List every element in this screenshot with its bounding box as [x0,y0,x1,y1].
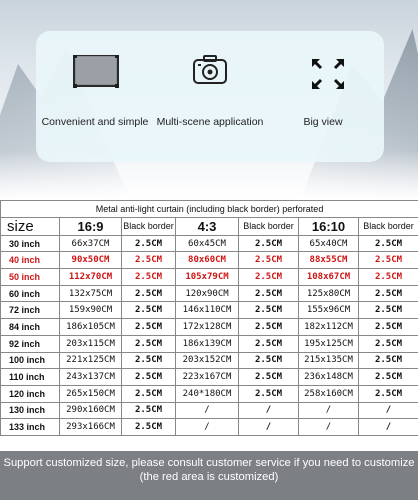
dimension-cell: 203x152CM [176,352,239,369]
dimension-cell: 203x115CM [60,335,122,352]
table-header-row [1,217,418,235]
dimension-cell: 90x50CM [60,252,122,269]
dimension-cell: 182x112CM [299,319,359,336]
dimension-cell: 108x67CM [299,269,359,286]
border-cell: / [239,419,299,436]
dimension-cell: 240*180CM [176,385,239,402]
dimension-cell: 215x135CM [299,352,359,369]
dimension-cell: 236x148CM [299,369,359,386]
table-row [1,269,418,286]
table-row [1,319,418,336]
border-cell: 2.5CM [359,385,418,402]
border-cell: 2.5CM [239,302,299,319]
size-cell: 100 inch [1,352,60,369]
border-cell: 2.5CM [122,385,176,402]
dimension-cell: / [176,419,239,436]
feature-multiscene [155,31,265,162]
dimension-cell: 159x90CM [60,302,122,319]
dimension-cell: 290x160CM [60,402,122,419]
dimension-cell: / [299,419,359,436]
column-header: 16:9 [60,217,122,235]
size-cell: 133 inch [1,419,60,436]
dimension-cell: / [299,402,359,419]
size-header: size [1,217,60,235]
border-cell: 2.5CM [122,369,176,386]
size-cell: 84 inch [1,319,60,336]
border-cell: 2.5CM [122,302,176,319]
border-cell: 2.5CM [122,252,176,269]
dimension-cell: 60x45CM [176,235,239,252]
border-cell: 2.5CM [239,369,299,386]
dimension-cell: 132x75CM [60,285,122,302]
border-cell: / [239,402,299,419]
border-cell: 2.5CM [239,335,299,352]
size-cell: 60 inch [1,285,60,302]
border-cell: 2.5CM [122,319,176,336]
expand-arrows-icon [268,55,378,95]
border-cell: 2.5CM [239,252,299,269]
border-cell: 2.5CM [122,352,176,369]
footer-note: Support customized size, please consult customer service if you need to customize (the red area is customized) [0,451,418,500]
dimension-cell: 221x125CM [60,352,122,369]
table-row [1,402,418,419]
hero-banner [0,0,418,198]
border-cell: 2.5CM [239,269,299,286]
feature-label: Convenient and simple [41,116,149,128]
column-header: Black border [122,217,176,235]
dimension-cell: 172x128CM [176,319,239,336]
border-cell: 2.5CM [239,285,299,302]
border-cell: 2.5CM [359,335,418,352]
dimension-cell: 120x90CM [176,285,239,302]
dimension-cell: 265x150CM [60,385,122,402]
border-cell: 2.5CM [359,235,418,252]
border-cell: 2.5CM [122,235,176,252]
table-row [1,285,418,302]
table-row [1,302,418,319]
table-row [1,235,418,252]
border-cell: 2.5CM [359,252,418,269]
size-cell: 30 inch [1,235,60,252]
table-title: Metal anti-light curtain (including black border) perforated [1,201,418,218]
feature-label: Multi-scene application [156,116,264,128]
dimension-cell: 80x60CM [176,252,239,269]
size-cell: 72 inch [1,302,60,319]
table-row [1,352,418,369]
camera-icon [155,55,265,95]
dimension-cell: 65x40CM [299,235,359,252]
size-table [0,200,418,451]
dimension-cell: / [176,402,239,419]
border-cell: 2.5CM [122,335,176,352]
table-row [1,252,418,269]
dimension-cell: 258x160CM [299,385,359,402]
border-cell: 2.5CM [359,269,418,286]
size-cell: 50 inch [1,269,60,286]
table-title-row [1,201,418,218]
dimension-cell: 112x70CM [60,269,122,286]
border-cell: 2.5CM [239,319,299,336]
border-cell: 2.5CM [359,302,418,319]
size-cell: 120 inch [1,385,60,402]
dimension-cell: 125x80CM [299,285,359,302]
dimension-cell: 223x167CM [176,369,239,386]
border-cell: 2.5CM [122,285,176,302]
column-header: Black border [239,217,299,235]
border-cell: 2.5CM [359,319,418,336]
column-header: Black border [359,217,418,235]
border-cell: / [359,402,418,419]
size-cell: 40 inch [1,252,60,269]
dimension-cell: 88x55CM [299,252,359,269]
dimension-cell: 186x105CM [60,319,122,336]
table-row [1,369,418,386]
feature-card [36,31,384,162]
column-header: 4:3 [176,217,239,235]
border-cell: 2.5CM [122,269,176,286]
border-cell: / [359,419,418,436]
dimension-cell: 155x96CM [299,302,359,319]
border-cell: 2.5CM [122,419,176,436]
column-header: 16:10 [299,217,359,235]
size-cell: 130 inch [1,402,60,419]
size-cell: 92 inch [1,335,60,352]
table-row [1,385,418,402]
dimension-cell: 243x137CM [60,369,122,386]
screen-icon [40,55,150,95]
dimension-cell: 146x110CM [176,302,239,319]
feature-bigview [268,31,378,162]
table-row [1,419,418,436]
border-cell: 2.5CM [239,352,299,369]
feature-convenient [40,31,150,162]
border-cell: 2.5CM [359,369,418,386]
dimension-cell: 105x79CM [176,269,239,286]
dimension-cell: 293x166CM [60,419,122,436]
border-cell: 2.5CM [359,285,418,302]
dimension-cell: 66x37CM [60,235,122,252]
size-cell: 110 inch [1,369,60,386]
dimension-cell: 195x125CM [299,335,359,352]
border-cell: 2.5CM [122,402,176,419]
dimension-cell: 186x139CM [176,335,239,352]
border-cell: 2.5CM [359,352,418,369]
border-cell: 2.5CM [239,385,299,402]
table-row [1,335,418,352]
feature-label: Big view [303,116,343,128]
border-cell: 2.5CM [239,235,299,252]
